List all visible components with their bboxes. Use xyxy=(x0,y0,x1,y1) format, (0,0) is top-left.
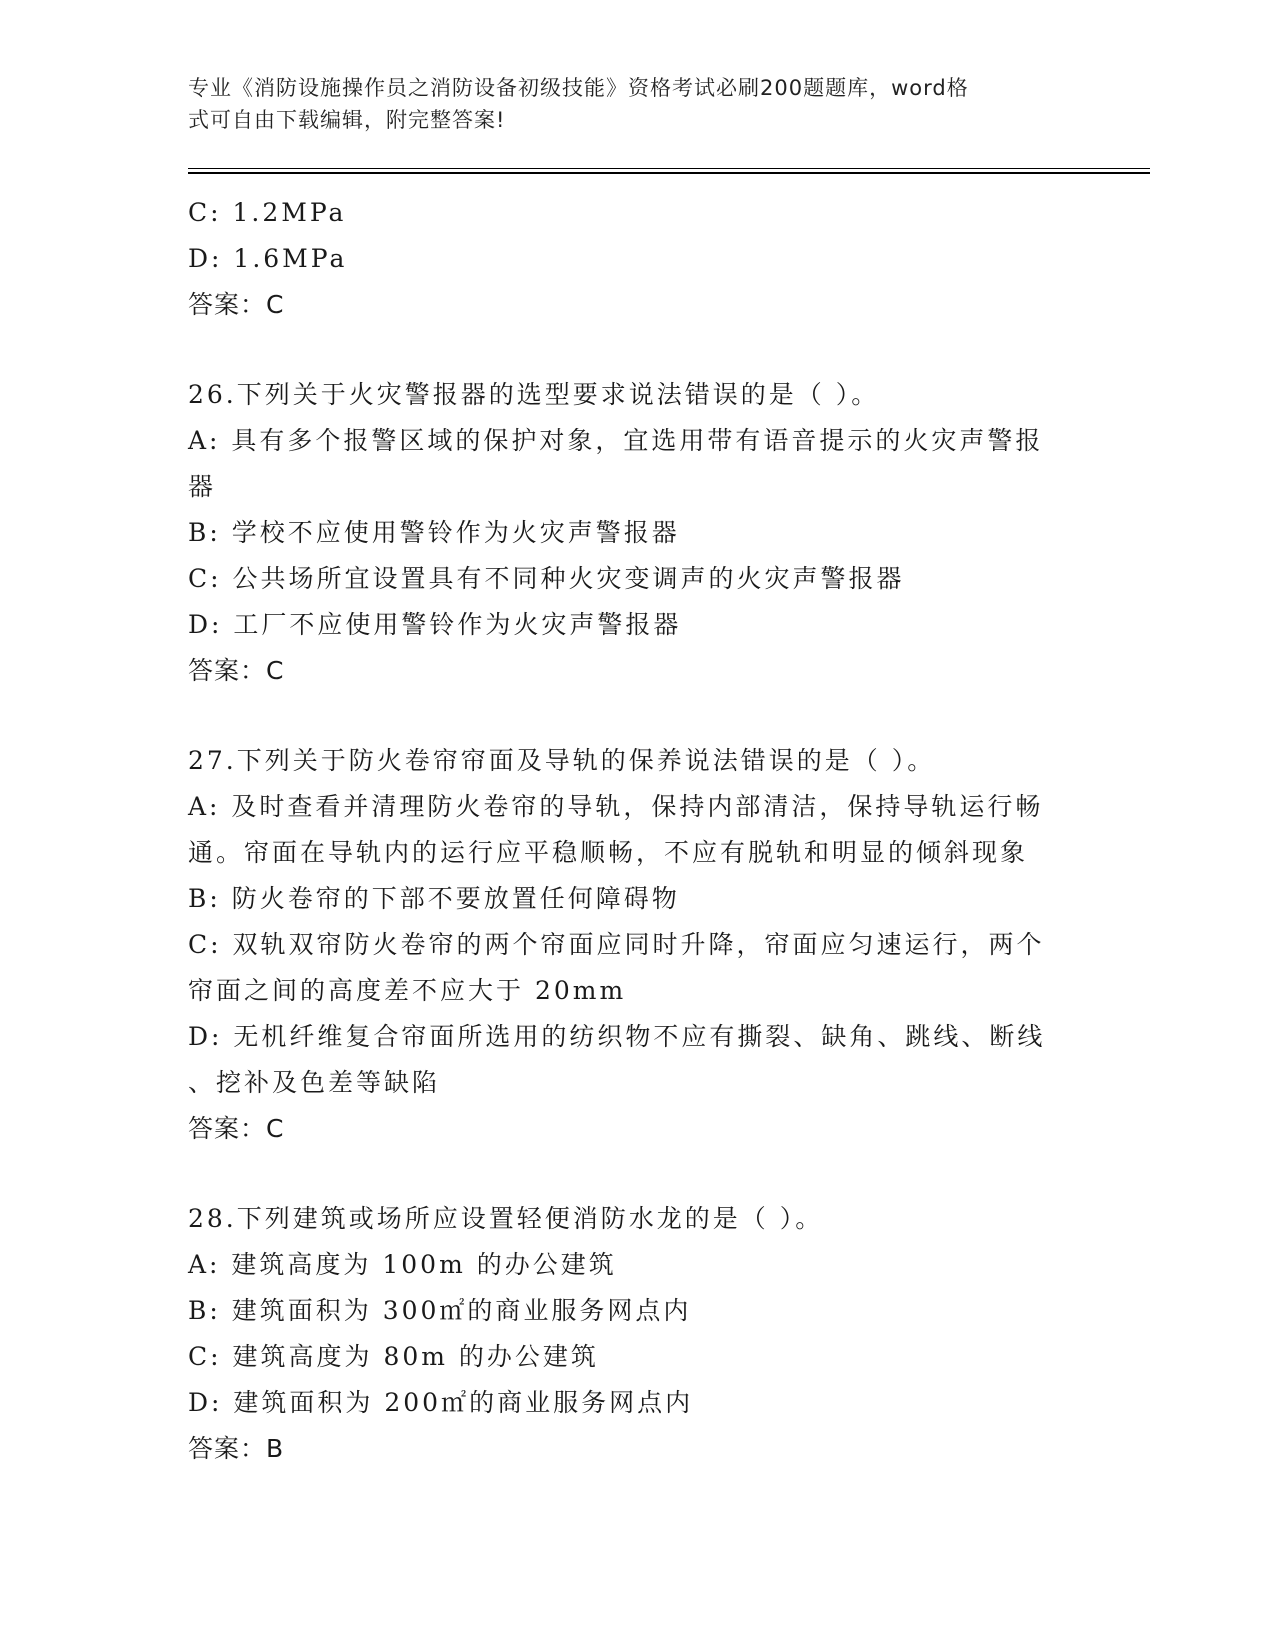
spacer xyxy=(188,694,1088,738)
option-d: D: 工厂不应使用警铃作为火灾声警报器 xyxy=(188,610,682,639)
header-title-line-1: 专业《消防设施操作员之消防设备初级技能》资格考试必刷200题题库，word格 xyxy=(188,76,969,100)
header-rule-thick xyxy=(188,172,1150,174)
option-a: A: 及时查看并清理防火卷帘的导轨，保持内部清洁，保持导轨运行畅 xyxy=(188,792,1044,821)
option-b: B: 学校不应使用警铃作为火灾声警报器 xyxy=(188,518,680,547)
question-27 xyxy=(188,738,1088,1152)
answer-line: 答案：B xyxy=(188,1434,285,1463)
answer-line: 答案：C xyxy=(188,656,285,685)
option-a: A: 建筑高度为 100m 的办公建筑 xyxy=(188,1250,617,1279)
option-d: D: 无机纤维复合帘面所选用的纺织物不应有撕裂、缺角、跳线、断线 xyxy=(188,1022,1046,1051)
spacer xyxy=(188,328,1088,372)
question-text: 28.下列建筑或场所应设置轻便消防水龙的是（ ）。 xyxy=(188,1204,824,1233)
question-list xyxy=(188,190,1088,1472)
spacer xyxy=(188,1152,1088,1196)
option-b: B: 防火卷帘的下部不要放置任何障碍物 xyxy=(188,884,680,913)
option-b: B: 建筑面积为 300㎡的商业服务网点内 xyxy=(188,1296,692,1325)
question-28 xyxy=(188,1196,1088,1472)
question-25-tail xyxy=(188,190,1088,328)
question-26 xyxy=(188,372,1088,694)
question-text: 26.下列关于火灾警报器的选型要求说法错误的是（ ）。 xyxy=(188,380,880,409)
option-c: C: 公共场所宜设置具有不同种火灾变调声的火灾声警报器 xyxy=(188,564,905,593)
header-title-line-2: 式可自由下载编辑，附完整答案! xyxy=(188,108,506,132)
answer-line: 答案：C xyxy=(188,290,285,319)
question-text: 27.下列关于防火卷帘帘面及导轨的保养说法错误的是（ ）。 xyxy=(188,746,936,775)
option-d-continued: 、挖补及色差等缺陷 xyxy=(188,1068,441,1097)
option-c: C: 双轨双帘防火卷帘的两个帘面应同时升降，帘面应匀速运行，两个 xyxy=(188,930,1045,959)
answer-line: 答案：C xyxy=(188,1114,285,1143)
option-a-continued: 器 xyxy=(188,472,217,501)
option-c-continued: 帘面之间的高度差不应大于 20mm xyxy=(188,976,627,1005)
option-c: C: 建筑高度为 80m 的办公建筑 xyxy=(188,1342,599,1371)
document-header xyxy=(188,72,1078,136)
option-c: C: 1.2MPa xyxy=(188,198,347,227)
header-rule-thin xyxy=(188,168,1150,169)
option-a-continued: 通。帘面在导轨内的运行应平稳顺畅，不应有脱轨和明显的倾斜现象 xyxy=(188,838,1029,867)
option-d: D: 建筑面积为 200㎡的商业服务网点内 xyxy=(188,1388,694,1417)
option-d: D: 1.6MPa xyxy=(188,244,348,273)
option-a: A: 具有多个报警区域的保护对象，宜选用带有语音提示的火灾声警报 xyxy=(188,426,1044,455)
